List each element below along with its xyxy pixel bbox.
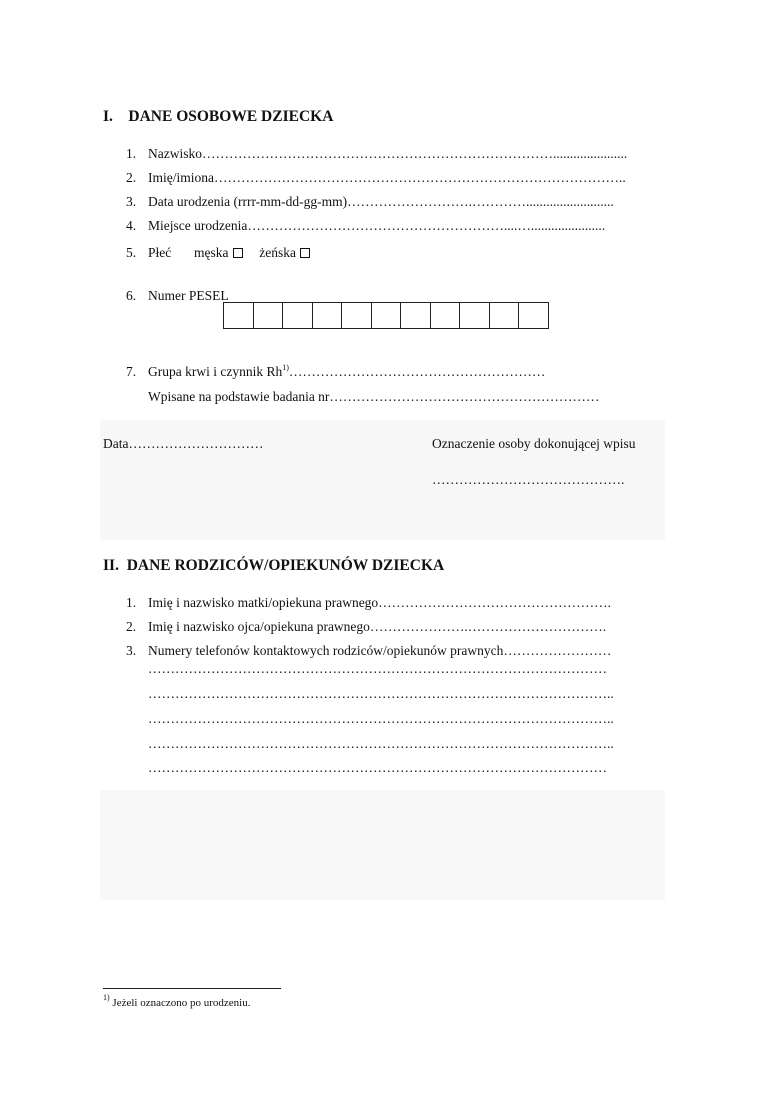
item-number: 2. [126,619,137,634]
pesel-input-boxes[interactable] [223,302,549,329]
background-shade [100,790,665,900]
field-phone-numbers [126,643,611,659]
footnote-mark: 1) [103,993,110,1002]
pesel-digit-box[interactable] [223,302,254,329]
phone-fill-line: ………………………………………………………………………………………… [148,661,607,676]
field-label: Data urodzenia (rrrr-mm-dd-gg-mm) [148,194,348,209]
fill-line: …………………………………………………....…...................... [247,218,606,233]
pesel-digit-box[interactable] [489,302,520,329]
item-number: 4. [126,218,137,233]
field-surname [126,146,627,162]
field-label: Imię/imiona [148,170,214,185]
fill-line: ……………………….………….......................... [347,194,614,209]
item-number: 1. [126,595,137,610]
footnote-text: Jeżeli oznaczono po urodzeniu. [109,997,251,1009]
footnote [103,995,250,1011]
item-number: 6. [126,288,137,303]
footnote-reference: 1) [282,363,289,372]
field-label: Grupa krwi i czynnik Rh [148,364,283,379]
pesel-digit-box[interactable] [253,302,284,329]
signer-label: Oznaczenie osoby dokonującej wpisu [432,436,636,451]
phone-fill-line: ………………………………………………………………………………………….. [148,736,614,751]
pesel-digit-box[interactable] [282,302,313,329]
female-checkbox[interactable] [300,248,310,258]
section-1-title: I. DANE OSOBOWE DZIECKA [103,108,334,125]
footnote-separator [103,988,281,989]
phone-fill-line: ………………………………………………………………………………………….. [148,686,614,701]
field-text: Numery telefonów kontaktowych rodziców/opiekunów prawnych…………………… [148,643,612,658]
pesel-digit-box[interactable] [312,302,343,329]
phone-fill-line: ………………………………………………………………………………………… [148,760,607,775]
pesel-digit-box[interactable] [341,302,372,329]
field-text: Imię i nazwisko ojca/opiekuna prawnego………………….…………………………. [148,619,607,634]
pesel-digit-box[interactable] [400,302,431,329]
date-field: Data………………………… [103,436,264,451]
signer-fill-line: ……………………………………. [432,472,625,487]
item-number: 7. [126,364,137,379]
field-birth-date [126,194,614,210]
pesel-digit-box[interactable] [371,302,402,329]
pesel-digit-box[interactable] [459,302,490,329]
fill-line: ……………………………………………………………………...................... [202,146,628,161]
fill-line: ……………………………………………………………………………….. [213,170,626,185]
field-blood-test-number: Wpisane na podstawie badania nr…………………………………………………… [148,389,600,404]
field-pesel [126,288,229,304]
field-father-name [126,619,606,635]
male-checkbox[interactable] [233,248,243,258]
field-label: Miejsce urodzenia [148,218,248,233]
phone-fill-line: ………………………………………………………………………………………….. [148,711,614,726]
item-number: 2. [126,170,137,185]
male-option-label: męska [194,245,229,260]
field-label: Płeć [148,245,172,260]
female-option-label: żeńska [259,245,296,260]
field-text: Imię i nazwisko matki/opiekuna prawnego……………………………………………. [148,595,612,610]
fill-line: ………………………………………………… [288,364,546,379]
field-mother-name [126,595,611,611]
item-number: 3. [126,643,137,658]
field-birth-place [126,218,605,234]
field-label: Nazwisko [148,146,202,161]
field-label: Numer PESEL [148,288,229,303]
field-blood-group [126,364,545,380]
item-number: 1. [126,146,137,161]
field-sex [126,245,310,261]
pesel-digit-box[interactable] [430,302,461,329]
field-given-names [126,170,626,186]
section-2-title: II. DANE RODZICÓW/OPIEKUNÓW DZIECKA [103,557,445,574]
pesel-digit-box[interactable] [518,302,549,329]
item-number: 3. [126,194,137,209]
item-number: 5. [126,245,137,260]
